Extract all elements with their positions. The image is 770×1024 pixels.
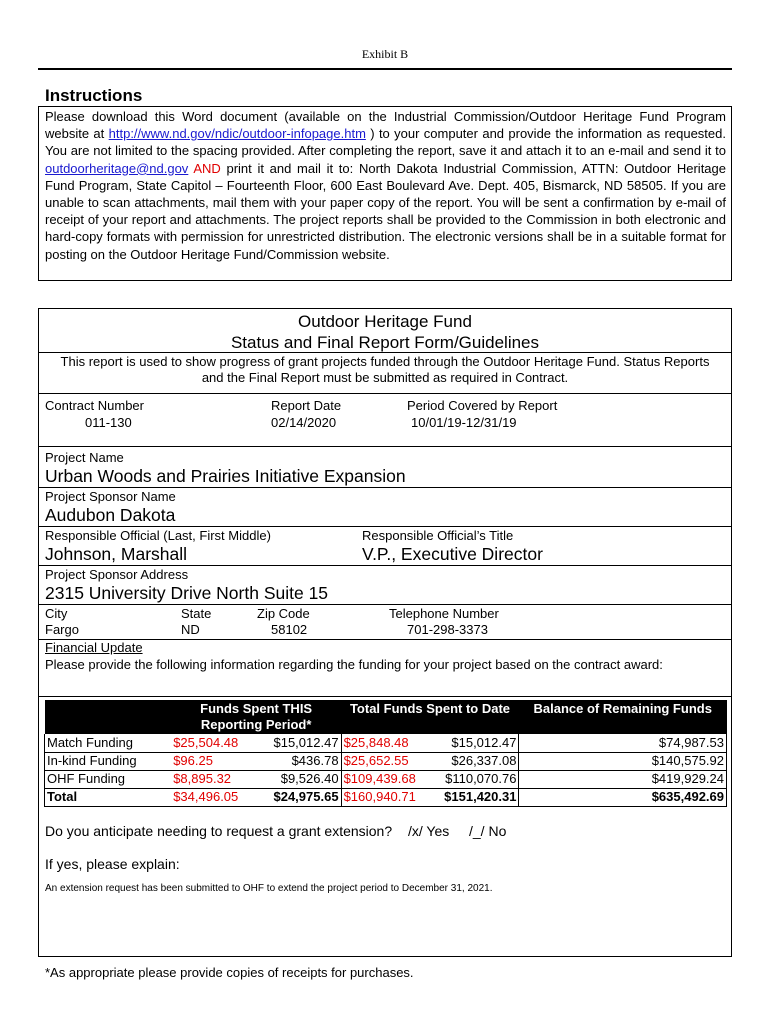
balance-value: $140,575.92 (519, 752, 727, 770)
explain-label: If yes, please explain: (45, 856, 180, 872)
row-label: In-kind Funding (45, 752, 172, 770)
report-date-label: Report Date (271, 398, 342, 413)
contract-number-value: 011-130 (85, 415, 132, 430)
total-value: $151,420.31 (427, 788, 519, 806)
header-blank (45, 700, 172, 734)
header-period: Funds Spent THIS Reporting Period* (171, 700, 341, 734)
rule-after-official (38, 565, 732, 566)
rule-after-project (38, 487, 732, 488)
official-label: Responsible Official (Last, First Middle) (45, 528, 271, 543)
period-red-value: $34,496.05 (171, 788, 255, 806)
email-link[interactable]: outdoorheritage@nd.gov (45, 160, 189, 176)
row-label: Total (45, 788, 172, 806)
total-red-value: $109,439.68 (341, 770, 427, 788)
project-name-label: Project Name (45, 450, 124, 465)
instructions-part-2: ) to your computer and provide the information as requested. You are not limited to the spacing provided. After completing the report, save it and attach it to an e-mail and send it to (45, 126, 726, 159)
total-value: $15,012.47 (427, 734, 519, 752)
balance-value: $419,929.24 (519, 770, 727, 788)
extension-yes-option[interactable]: /x/ Yes (408, 823, 450, 839)
rule-after-sponsor (38, 526, 732, 527)
financial-update-label: Financial Update (45, 640, 143, 655)
contract-number-label: Contract Number (45, 398, 144, 413)
period-value: 10/01/19-12/31/19 (411, 415, 517, 430)
rule-before-table (38, 696, 732, 697)
period-value: $15,012.47 (255, 734, 341, 752)
address-value: 2315 University Drive North Suite 15 (45, 583, 329, 603)
sponsor-name-label: Project Sponsor Name (45, 489, 176, 504)
exhibit-label: Exhibit B (361, 47, 409, 61)
period-value: $436.78 (255, 752, 341, 770)
state-value: ND (181, 622, 200, 637)
balance-value: $74,987.53 (519, 734, 727, 752)
balance-value: $635,492.69 (519, 788, 727, 806)
official-title-value: V.P., Executive Director (362, 544, 543, 564)
program-website-link[interactable]: http://www.nd.gov/ndic/outdoor-infopage.htm (108, 126, 366, 142)
extension-explanation: An extension request has been submitted to OHF to extend the project period to December 31, 2021. (45, 883, 493, 894)
total-value: $26,337.08 (427, 752, 519, 770)
total-red-value: $25,652.55 (341, 752, 427, 770)
period-value: $9,526.40 (255, 770, 341, 788)
zip-value: 58102 (271, 622, 308, 637)
phone-value: 701-298-3373 (407, 622, 488, 637)
funding-table (44, 700, 727, 807)
row-label: OHF Funding (45, 770, 172, 788)
and-emphasis: AND (193, 160, 221, 176)
instructions-part-1: Please download this Word document (available on the Industrial Commission/Outdoor Heritage Fund Program website at (45, 109, 726, 142)
rule-after-description (38, 393, 732, 394)
instructions-text (45, 108, 726, 263)
zip-label: Zip Code (257, 606, 310, 621)
rule-after-address (38, 604, 732, 605)
form-title (38, 311, 732, 353)
financial-instruction: Please provide the following information regarding the funding for your project based on the contract award: (45, 657, 663, 672)
sponsor-name-value: Audubon Dakota (45, 505, 176, 525)
project-name-value: Urban Woods and Prairies Initiative Expansion (45, 466, 406, 486)
table-row-total (45, 788, 727, 806)
top-rule (38, 68, 732, 70)
instructions-part-3: print it and mail it to: North Dakota Industrial Commission, ATTN: Outdoor Heritage Fund Program, State Capitol – Fourteenth Floor, 600 East Boulevard Ave. Dept. 405, Bismarck, ND 58505. If you are unable to scan attachments, mail them with your paper copy of the report. You will be sent a confirmation by e-mail of receipt of your report and attachments. The project reports shall be provided to the Commission in both electronic and hard-copy formats with permission for unrestricted distribution. The electronic versions shall be in a suitable format for posting on the Outdoor Heritage Fund/Commission website. (45, 160, 726, 262)
extension-no-option[interactable]: /_/ No (469, 823, 507, 839)
form-title-line-1: Outdoor Heritage Fund (298, 312, 472, 331)
address-label: Project Sponsor Address (45, 567, 189, 582)
footnote: *As appropriate please provide copies of receipts for purchases. (45, 965, 414, 980)
period-value: $24,975.65 (255, 788, 341, 806)
period-red-value: $25,504.48 (171, 734, 255, 752)
form-description: This report is used to show progress of grant projects funded through the Outdoor Heritage Fund. Status Reports and the Final Report must be submitted as required in Contract. (60, 354, 710, 385)
rule-after-title (38, 352, 732, 353)
header-total: Total Funds Spent to Date (341, 700, 519, 734)
instructions-title: Instructions (45, 86, 143, 105)
table-row (45, 770, 727, 788)
table-row (45, 734, 727, 752)
report-date-value: 02/14/2020 (271, 415, 337, 430)
official-title-label: Responsible Official’s Title (362, 528, 514, 543)
header-balance: Balance of Remaining Funds (519, 700, 727, 734)
city-value: Fargo (45, 622, 79, 637)
form-title-line-2: Status and Final Report Form/Guidelines (230, 333, 540, 352)
city-label: City (45, 606, 68, 621)
extension-question: Do you anticipate needing to request a grant extension? (45, 823, 393, 839)
period-red-value: $8,895.32 (171, 770, 255, 788)
phone-label: Telephone Number (389, 606, 499, 621)
official-value: Johnson, Marshall (45, 544, 188, 564)
total-red-value: $160,940.71 (341, 788, 427, 806)
total-value: $110,070.76 (427, 770, 519, 788)
row-label: Match Funding (45, 734, 172, 752)
period-label: Period Covered by Report (407, 398, 558, 413)
table-row (45, 752, 727, 770)
funding-table-header (45, 700, 727, 734)
rule-before-project (38, 446, 732, 447)
total-red-value: $25,848.48 (341, 734, 427, 752)
state-label: State (181, 606, 212, 621)
period-red-value: $96.25 (171, 752, 255, 770)
